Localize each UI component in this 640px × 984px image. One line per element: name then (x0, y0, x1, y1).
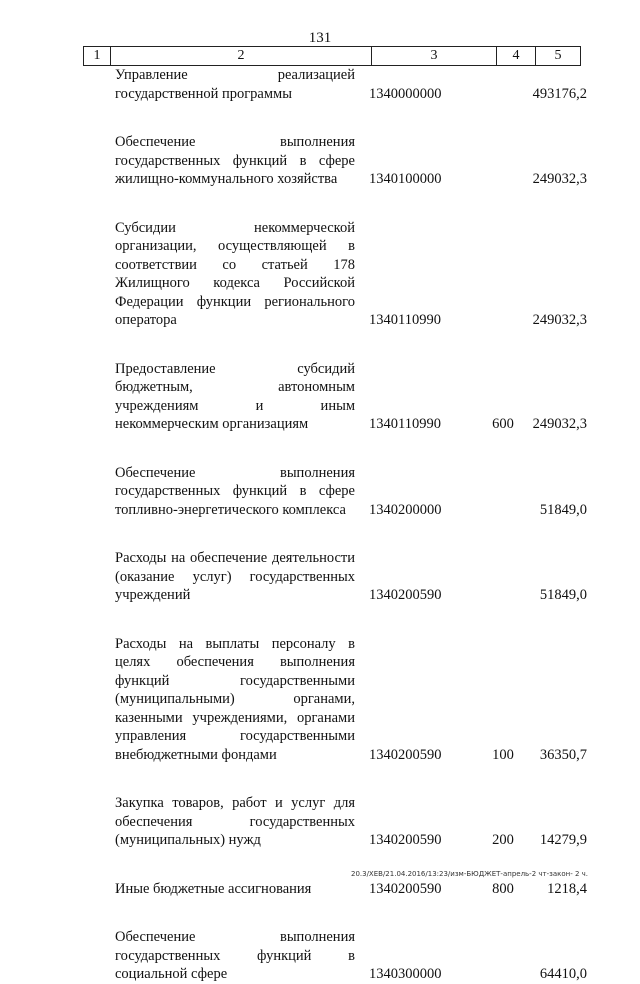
row-code: 1340200590 (369, 587, 442, 603)
table-body (115, 66, 587, 984)
row-vr: 100 (492, 746, 514, 763)
row-name: Обеспечение выполнения государственных функций в сфере жилищно-коммунального хозяйства (115, 134, 355, 187)
table-row (115, 928, 587, 984)
row-name: Предоставление субсидий бюджетным, автономным учреждениям и иным некоммерческим организациям (115, 360, 355, 432)
row-code: 1340300000 (369, 966, 442, 982)
table-row (115, 794, 587, 850)
row-name: Управление реализацией государственной программы (115, 67, 355, 102)
row-name: Обеспечение выполнения государственных функций в социальной сфере (115, 929, 355, 982)
table-row (115, 133, 587, 189)
row-amount: 51849,0 (539, 501, 587, 518)
row-amount: 249032,3 (532, 171, 587, 187)
table-row (115, 464, 587, 520)
row-code: 1340200590 (369, 880, 442, 897)
row-name: Расходы на обеспечение деятельности (оказание услуг) государственных учреждений (115, 550, 355, 603)
row-amount: 36350,7 (539, 746, 587, 763)
table-row (115, 880, 587, 899)
table-row (115, 635, 587, 765)
row-amount: 493176,2 (532, 85, 587, 102)
row-name: Субсидии некоммерческой организации, осуществляющей в соответствии со статьей 178 Жилищного кодекса Российской Федерации функции регионального оператора (115, 219, 355, 328)
page-number: 131 (308, 30, 332, 46)
table-row (115, 360, 587, 434)
row-name: Закупка товаров, работ и услуг для обеспечения государственных (муниципальных) нужд (115, 795, 355, 848)
row-code: 1340110990 (369, 312, 441, 328)
row-code: 1340200590 (369, 832, 442, 848)
row-amount: 249032,3 (532, 312, 587, 328)
row-vr: 800 (492, 880, 514, 897)
row-code: 1340200000 (369, 501, 442, 518)
row-code: 1340100000 (369, 171, 442, 187)
row-name: Иные бюджетные ассигнования (115, 880, 312, 897)
table-header (83, 46, 581, 66)
row-amount: 64410,0 (539, 966, 587, 982)
row-code: 1340200590 (369, 746, 442, 763)
table-row (115, 549, 587, 605)
table-row (115, 219, 587, 330)
header-col-3: 3 (371, 47, 496, 65)
row-amount: 1218,4 (547, 880, 587, 897)
header-col-4: 4 (496, 47, 535, 65)
row-name: Расходы на выплаты персоналу в целях обеспечения выполнения функций государственными (муниципальными) органами, казенными учреждениями, органами управления государственными внебюджетными фондами (115, 635, 355, 763)
row-name: Обеспечение выполнения государственных функций в сфере топливно-энергетического комплекса (115, 464, 355, 518)
header-col-2: 2 (110, 47, 371, 65)
row-code: 1340110990 (369, 416, 441, 432)
header-col-1: 1 (93, 48, 101, 63)
row-vr: 200 (492, 832, 514, 848)
header-col-5: 5 (535, 47, 580, 65)
row-amount: 249032,3 (532, 416, 587, 432)
row-amount: 51849,0 (539, 587, 587, 603)
row-amount: 14279,9 (539, 832, 587, 848)
row-code: 1340000000 (369, 85, 442, 102)
table-row (115, 66, 587, 103)
footer-note: 20.3/XEB/21.04.2016/13:23/изм-БЮДЖЕТ-апрель-2 чт-закон- 2 ч. (350, 870, 588, 878)
row-vr: 600 (492, 416, 514, 432)
